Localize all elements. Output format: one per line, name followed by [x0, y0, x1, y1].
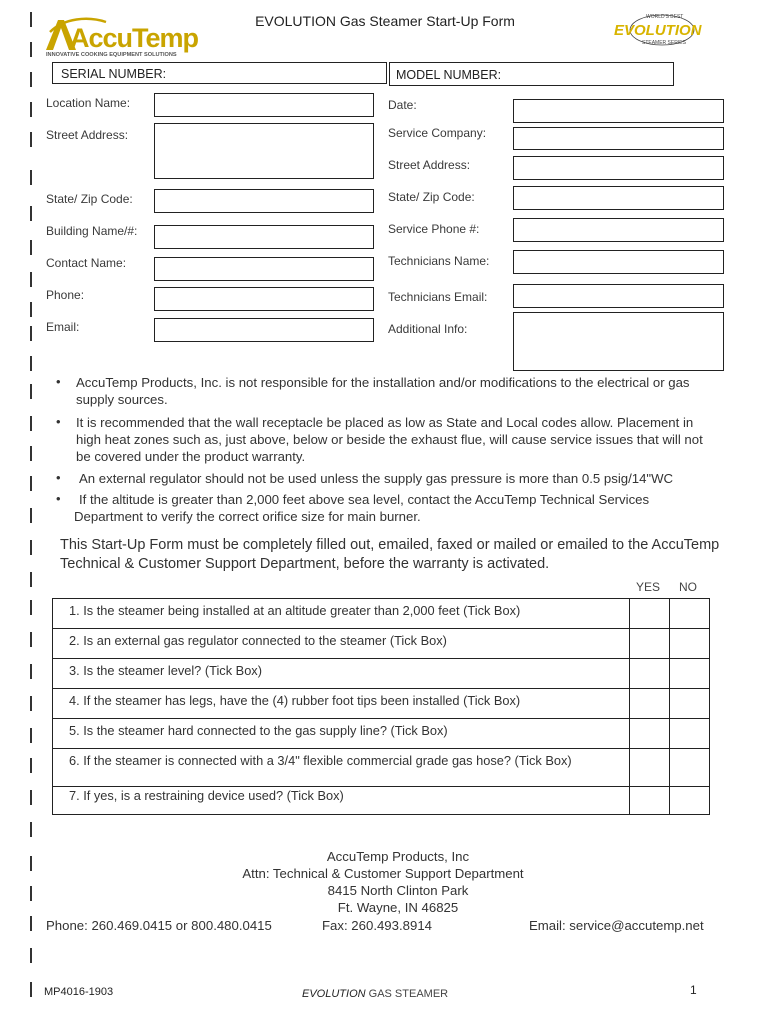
margin-mark	[30, 272, 32, 287]
service-street-address-label: Street Address:	[388, 158, 471, 172]
margin-mark	[30, 600, 32, 615]
margin-mark	[30, 446, 32, 461]
yes-column-header: YES	[636, 580, 661, 594]
service-state-zip-input[interactable]	[513, 186, 724, 210]
bullet-marker: •	[56, 491, 61, 506]
additional-info-input[interactable]	[513, 312, 724, 371]
technicians-email-label: Technicians Email:	[388, 290, 488, 304]
margin-mark	[30, 696, 32, 711]
technicians-email-input[interactable]	[513, 284, 724, 308]
serial-number-field[interactable]	[52, 62, 387, 84]
building-name-input[interactable]	[154, 225, 374, 249]
bullet-marker: •	[56, 414, 61, 429]
contact-email[interactable]: Email: service@accutemp.net	[529, 918, 704, 933]
badge-text: EVOLUTION	[614, 22, 702, 39]
page-number: 1	[690, 983, 697, 997]
margin-mark	[30, 240, 32, 255]
question-text: 2. Is an external gas regulator connected to the steamer (Tick Box)	[53, 629, 630, 659]
no-checkbox[interactable]	[670, 787, 710, 815]
street-address-label: Street Address:	[46, 128, 129, 142]
margin-mark	[30, 72, 32, 87]
address-street: 8415 North Clinton Park	[327, 883, 469, 898]
state-zip-input[interactable]	[154, 189, 374, 213]
margin-mark	[30, 326, 32, 341]
service-state-zip-label: State/ Zip Code:	[388, 190, 475, 204]
margin-mark	[30, 302, 32, 317]
question-text: 6. If the steamer is connected with a 3/4" flexible commercial grade gas hose? (Tick Box)	[53, 749, 630, 787]
margin-mark	[30, 42, 32, 57]
checklist-table	[52, 598, 710, 815]
margin-mark	[30, 170, 32, 185]
evolution-badge	[610, 12, 712, 48]
yes-checkbox[interactable]	[630, 719, 670, 749]
table-row	[53, 599, 710, 629]
margin-mark	[30, 206, 32, 221]
page-title: EVOLUTION Gas Steamer Start-Up Form	[255, 13, 515, 29]
margin-mark	[30, 572, 32, 587]
phone-label: Phone:	[46, 288, 85, 302]
margin-mark	[30, 632, 32, 647]
margin-mark	[30, 508, 32, 523]
serial-number-label: SERIAL NUMBER:	[61, 67, 167, 81]
model-number-label: MODEL NUMBER:	[396, 68, 502, 82]
contact-phone: Phone: 260.469.0415 or 800.480.0415	[46, 918, 272, 933]
yes-checkbox[interactable]	[630, 659, 670, 689]
street-address-input[interactable]	[154, 123, 374, 179]
yes-checkbox[interactable]	[630, 599, 670, 629]
question-text: 4. If the steamer has legs, have the (4) rubber foot tips been installed (Tick Box)	[53, 689, 630, 719]
footer-product	[302, 988, 448, 1000]
margin-mark	[30, 384, 32, 399]
margin-mark	[30, 822, 32, 837]
margin-mark	[30, 540, 32, 555]
model-number-field[interactable]	[389, 62, 674, 86]
footer-product-rest: GAS STEAMER	[365, 988, 449, 1000]
question-text: 3. Is the steamer level? (Tick Box)	[53, 659, 630, 689]
margin-mark	[30, 416, 32, 431]
date-input[interactable]	[513, 99, 724, 123]
service-company-input[interactable]	[513, 127, 724, 150]
address-company: AccuTemp Products, Inc	[326, 849, 470, 864]
question-text: 7. If yes, is a restraining device used? (Tick Box)	[53, 787, 630, 815]
no-checkbox[interactable]	[670, 629, 710, 659]
table-row	[53, 719, 710, 749]
date-label: Date:	[388, 98, 417, 112]
bullet-marker: •	[56, 470, 61, 485]
contact-fax: Fax: 260.493.8914	[322, 918, 432, 933]
bullet-item: An external regulator should not be used unless the supply gas pressure is more than 0.5 psig/14"WC	[79, 471, 674, 486]
service-company-label: Service Company:	[388, 126, 487, 140]
service-phone-label: Service Phone #:	[388, 222, 480, 236]
contact-name-input[interactable]	[154, 257, 374, 281]
service-street-address-input[interactable]	[513, 156, 724, 180]
technicians-name-input[interactable]	[513, 250, 724, 274]
service-phone-input[interactable]	[513, 218, 724, 242]
margin-mark	[30, 758, 32, 773]
table-row	[53, 689, 710, 719]
address-attn: Attn: Technical & Customer Support Department	[242, 866, 524, 881]
margin-mark	[30, 356, 32, 371]
email-label: Email:	[46, 320, 80, 334]
address-city: Ft. Wayne, IN 46825	[337, 900, 459, 915]
no-checkbox[interactable]	[670, 749, 710, 787]
table-row	[53, 749, 710, 787]
question-text: 1. Is the steamer being installed at an altitude greater than 2,000 feet (Tick Box)	[53, 599, 630, 629]
form-code: MP4016-1903	[44, 986, 114, 998]
contact-name-label: Contact Name:	[46, 256, 127, 270]
margin-mark	[30, 916, 32, 931]
phone-input[interactable]	[154, 287, 374, 311]
bullet-item: If the altitude is greater than 2,000 feet above sea level, contact the AccuTemp Technical Services Department to verify the correct orifice size for main burner.	[74, 492, 650, 524]
margin-mark	[30, 476, 32, 491]
email-input[interactable]	[154, 318, 374, 342]
bullet-item: It is recommended that the wall receptacle be placed as low as State and Local codes allow. Placement in high heat zones such as, just above, below or beside the exhaust flue, will cause service issues that will not be covered under the product warranty.	[76, 415, 703, 464]
logo-text: AccuTemp	[70, 23, 199, 53]
bullet-item: AccuTemp Products, Inc. is not responsible for the installation and/or modifications to the electrical or gas supply sources.	[76, 375, 690, 407]
bullet-marker: •	[56, 374, 61, 389]
location-name-label: Location Name:	[46, 96, 131, 110]
table-row	[53, 659, 710, 689]
additional-info-label: Additional Info:	[388, 322, 468, 336]
location-name-input[interactable]	[154, 93, 374, 117]
margin-mark	[30, 728, 32, 743]
warranty-notice: This Start-Up Form must be completely filled out, emailed, faxed or mailed or emailed to the AccuTemp Technical & Customer Support Department, before the warranty is activated.	[60, 537, 720, 572]
margin-mark	[30, 102, 32, 117]
margin-mark	[30, 790, 32, 805]
table-row	[53, 629, 710, 659]
state-zip-label: State/ Zip Code:	[46, 192, 133, 206]
table-row	[53, 787, 710, 815]
badge-arc-bottom: STEAMER SERIES	[642, 40, 686, 46]
logo-tagline: INNOVATIVE COOKING EQUIPMENT SOLUTIONS	[46, 52, 177, 58]
yes-checkbox[interactable]	[630, 749, 670, 787]
margin-mark	[30, 664, 32, 679]
margin-mark	[30, 948, 32, 963]
no-column-header: NO	[679, 580, 697, 594]
yes-checkbox[interactable]	[630, 629, 670, 659]
no-checkbox[interactable]	[670, 719, 710, 749]
no-checkbox[interactable]	[670, 599, 710, 629]
building-name-label: Building Name/#:	[46, 224, 138, 238]
no-checkbox[interactable]	[670, 659, 710, 689]
no-checkbox[interactable]	[670, 689, 710, 719]
yes-checkbox[interactable]	[630, 787, 670, 815]
footer-product-italic: EVOLUTION	[302, 988, 366, 1000]
technicians-name-label: Technicians Name:	[388, 254, 490, 268]
yes-checkbox[interactable]	[630, 689, 670, 719]
margin-mark	[30, 132, 32, 147]
margin-mark	[30, 982, 32, 997]
badge-arc-top: WORLD'S BEST	[646, 14, 684, 20]
question-text: 5. Is the steamer hard connected to the gas supply line? (Tick Box)	[53, 719, 630, 749]
